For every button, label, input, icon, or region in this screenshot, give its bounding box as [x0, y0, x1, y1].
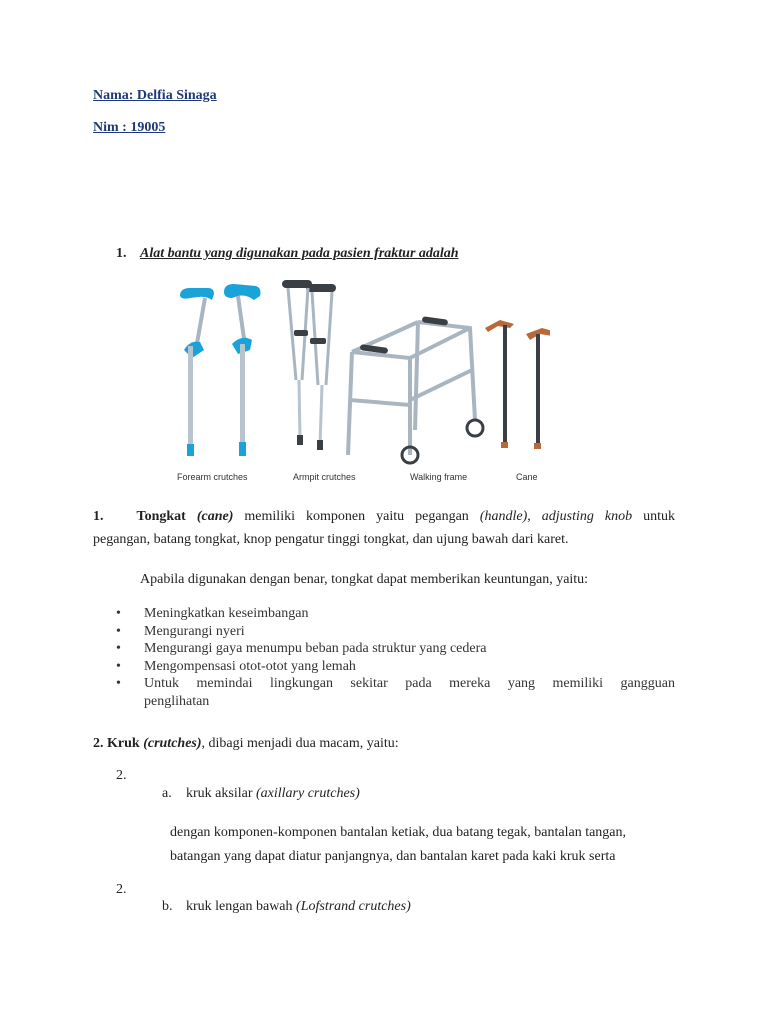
- list-item: • Mengurangi nyeri: [116, 623, 675, 641]
- figure-label-forearm: Forearm crutches: [177, 472, 248, 482]
- section-1-line-1: [93, 507, 675, 527]
- word: memiliki: [244, 509, 295, 524]
- axillary-desc-line-1: dengan komponen-komponen bantalan ketiak, dua batang tegak, bantalan tangan,: [170, 825, 627, 840]
- armpit-crutch-icon: [282, 280, 336, 450]
- word: untuk: [643, 509, 676, 524]
- figure-label-armpit: Armpit crutches: [293, 472, 356, 482]
- forearm-crutch-icon: [180, 288, 214, 456]
- section-2-term-en: (crutches): [143, 736, 202, 751]
- list-item: [116, 675, 675, 710]
- section-2-heading: [93, 734, 399, 754]
- question-number: 1.: [116, 246, 127, 261]
- section-1-number: 1.: [93, 509, 104, 524]
- sub-b-letter: b.: [162, 899, 173, 914]
- axillary-desc-line-2: batangan yang dapat diatur panjangnya, dan bantalan karet pada kaki kruk serta: [170, 849, 616, 864]
- cane-icon: [526, 328, 550, 449]
- cane-icon: [485, 320, 514, 448]
- figure-label-frame: Walking frame: [410, 472, 468, 482]
- sub-a-term: (axillary crutches): [255, 786, 360, 801]
- section-1-line-2: pegangan, batang tongkat, knop pengatur tinggi tongkat, dan ujung bawah dari karet.: [93, 532, 569, 547]
- list-item-line: • Untuk memindai lingkungan sekitar pada mereka yang memiliki gangguan: [144, 676, 675, 691]
- sub-a-item: [186, 784, 360, 804]
- term-knob: knob: [604, 509, 633, 524]
- student-nim: Nim : 19005: [93, 120, 166, 135]
- sub-b-item: [186, 897, 411, 917]
- benefits-intro: Apabila digunakan dengan benar, tongkat dapat memberikan keuntungan, yaitu:: [140, 572, 589, 587]
- question-title: Alat bantu yang digunakan pada pasien fraktur adalah: [140, 246, 459, 261]
- forearm-crutch-icon: [224, 284, 261, 456]
- sub-a-number: 2.: [116, 768, 127, 783]
- term-adjusting: adjusting: [541, 509, 594, 524]
- punct: ,: [527, 509, 531, 524]
- student-name: Nama: Delfia Sinaga: [93, 88, 217, 103]
- section-1-term-en: (cane): [196, 509, 234, 524]
- term-handle: (handle): [479, 509, 528, 524]
- sub-b-term: (Lofstrand crutches): [296, 899, 411, 914]
- section-2-term: 2. Kruk: [93, 736, 140, 751]
- section-1-term: Tongkat: [136, 509, 186, 524]
- list-item-line: penglihatan: [144, 693, 210, 709]
- sub-a-letter: a.: [162, 786, 172, 801]
- word: pegangan: [415, 509, 469, 524]
- word: komponen: [306, 509, 366, 524]
- mobility-aids-illustration: [170, 270, 550, 490]
- list-item: • Mengurangi gaya menumpu beban pada struktur yang cedera: [116, 640, 675, 658]
- figure-label-cane: Cane: [516, 472, 538, 482]
- section-2-rest: , dibagi menjadi dua macam, yaitu:: [201, 736, 399, 751]
- walking-frame-icon: [348, 316, 483, 463]
- list-item: • Mengompensasi otot-otot yang lemah: [116, 658, 675, 676]
- sub-b-number: 2.: [116, 882, 127, 897]
- sub-a-text: kruk aksilar: [186, 786, 253, 801]
- list-item: • Meningkatkan keseimbangan: [116, 605, 675, 623]
- sub-b-text: kruk lengan bawah: [186, 899, 293, 914]
- benefits-list: [116, 605, 675, 710]
- word: yaitu: [376, 509, 405, 524]
